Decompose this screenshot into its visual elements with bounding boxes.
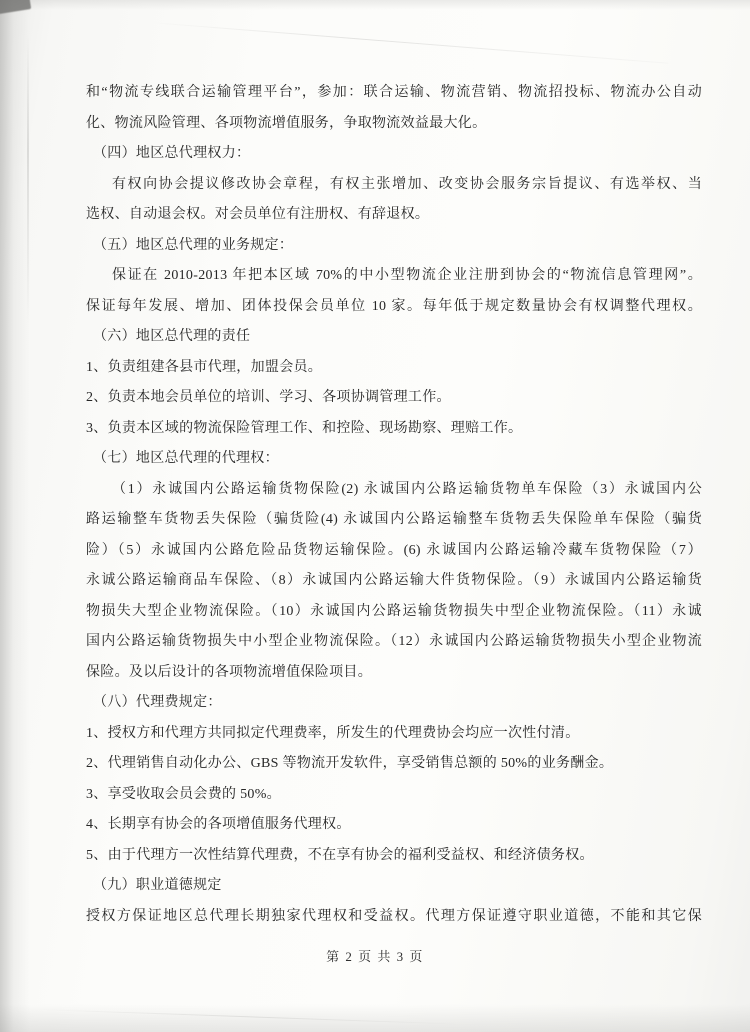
- scan-bottom-shade: [0, 1004, 750, 1032]
- document-line: 国内公路运输货物损失中小型企业物流保险。（12）永诚国内公路运输货物损失小型企业物流: [86, 634, 702, 649]
- list-item: 4、长期享有协会的各项增值服务代理权。: [86, 817, 351, 832]
- list-item: 2、代理销售自动化办公、GBS 等物流开发软件，享受销售总额的 50%的业务酬金。: [86, 756, 614, 771]
- document-body: [86, 78, 702, 932]
- section-heading: （七）地区总代理的代理权：: [93, 451, 279, 466]
- document-line: 保证在 2010-2013 年把本区域 70%的中小型物流企业注册到协会的“物流信息管理网”。: [112, 268, 702, 283]
- list-item: 1、负责组建各县市代理，加盟会员。: [86, 359, 323, 375]
- document-line: 化、物流风险管理、各项物流增值服务，争取物流效益最大化。: [86, 115, 487, 131]
- list-item: 5、由于代理方一次性结算代理费，不在享有协会的福利受益权、和经济债务权。: [86, 847, 594, 863]
- document-line: 选权、自动退会权。对会员单位有注册权、有辞退权。: [86, 207, 430, 222]
- scan-top-shade: [0, 0, 750, 10]
- document-line: 授权方保证地区总代理长期独家代理权和受益权。代理方保证遵守职业道德，不能和其它保: [86, 908, 702, 924]
- paper-crease-vertical: [27, 35, 29, 325]
- document-line: 保险。及以后设计的各项物流增值保险项目。: [86, 664, 372, 680]
- document-line: 险）（5）永诚国内公路危险品货物运输保险。(6) 永诚国内公路运输冷藏车货物保险（7）: [86, 542, 702, 558]
- list-item: 3、负责本区域的物流保险管理工作、和控险、现场勘察、理赔工作。: [86, 420, 523, 436]
- list-item: 2、负责本地会员单位的培训、学习、各项协调管理工作。: [86, 390, 451, 405]
- document-line: 路运输整车货物丢失保险（骗货险(4) 永诚国内公路运输整车货物丢失保险单车保险（骗货: [86, 512, 702, 527]
- document-line: 和“物流专线联合运输管理平台”，参加：联合运输、物流营销、物流招投标、物流办公自动: [86, 85, 702, 100]
- document-line: （1）永诚国内公路运输货物保险(2) 永诚国内公路运输货物单车保险（3）永诚国内公: [112, 481, 702, 497]
- list-item: 1、授权方和代理方共同拟定代理费率，所发生的代理费协会均应一次性付清。: [86, 725, 580, 741]
- section-heading: （五）地区总代理的业务规定：: [93, 237, 294, 253]
- section-heading: （六）地区总代理的责任: [93, 329, 251, 344]
- page-number-footer: 第 2 页 共 3 页: [326, 949, 424, 964]
- document-line: 永诚公路运输商品车保险、（8）永诚国内公路运输大件货物保险。（9）永诚国内公路运输货: [86, 573, 702, 588]
- paper-crease-diagonal: [150, 22, 668, 64]
- section-heading: （九）职业道德规定: [93, 878, 222, 893]
- list-item: 3、享受收取会员会费的 50%。: [86, 786, 281, 802]
- scan-left-edge-shadow: [0, 0, 30, 1032]
- section-heading: （四）地区总代理权力：: [93, 146, 251, 161]
- section-heading: （八）代理费规定：: [93, 695, 222, 710]
- document-line: 有权向协会提议修改协会章程，有权主张增加、改变协会服务宗旨提议、有选举权、当: [112, 176, 702, 192]
- document-line: 物损失大型企业物流保险。（10）永诚国内公路运输货物损失中型企业物流保险。（11）永诚: [86, 603, 702, 619]
- document-line: 保证每年发展、增加、团体投保会员单位 10 家。每年低于规定数量协会有权调整代理权。: [86, 298, 702, 314]
